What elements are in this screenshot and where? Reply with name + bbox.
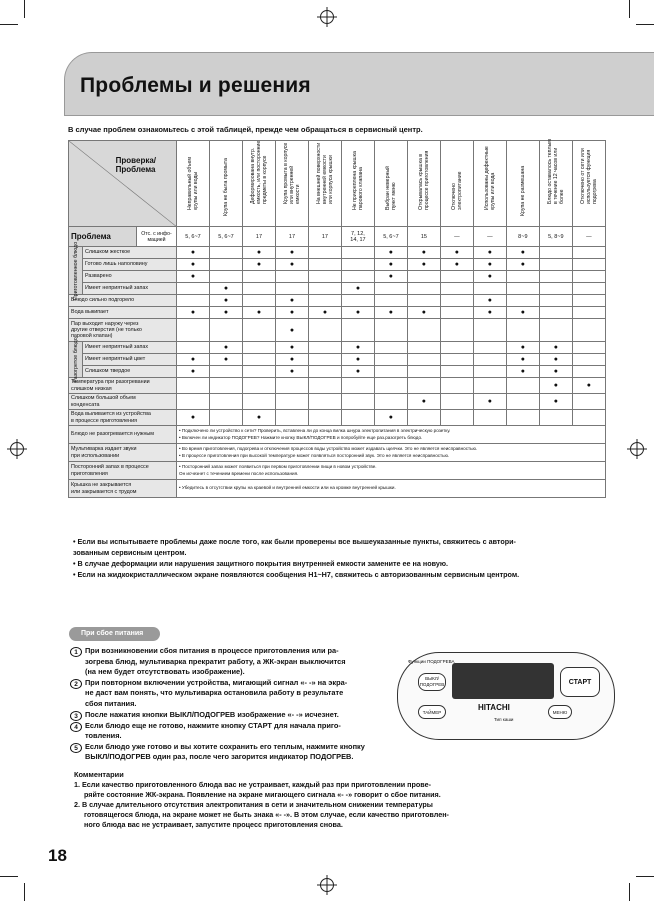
check-dot	[242, 394, 275, 410]
comments-heading: Комментарии	[74, 770, 124, 779]
check-dot	[341, 378, 374, 394]
timer-button-illustration: ТАЙМЕР	[418, 705, 446, 719]
column-header: Отключено от сети или используется функция подогрева	[572, 141, 605, 227]
column-header: Блюдо оставалось теплым в течение 12 часов или более	[539, 141, 572, 227]
check-dot	[242, 271, 275, 283]
check-dot: ●	[177, 247, 210, 259]
check-dot: ●	[473, 259, 506, 271]
check-dot: ●	[374, 307, 407, 319]
check-dot	[572, 410, 605, 426]
step-number: 1	[70, 647, 82, 657]
check-dot	[572, 354, 605, 366]
step-text: После нажатия кнопки ВЫКЛ/ПОДОГРЕВ изображение «- -» исчезнет.	[85, 709, 339, 719]
check-dot	[440, 319, 473, 342]
page-number: 18	[48, 846, 67, 865]
check-dot	[275, 378, 308, 394]
check-dot: ●	[177, 354, 210, 366]
comment-item: 2. В случае длительного отсутствия электропитания в сети и значительном снижении температуры готовящегося блюда, на экране может не быть знака «- -». В этом случае, если качество приготовлен- ного блюда вас не устраивает, запустите процесс приготовления снова.	[74, 800, 449, 829]
check-dot: ●	[242, 247, 275, 259]
check-dot	[407, 342, 440, 354]
check-dot	[539, 307, 572, 319]
check-dot	[374, 342, 407, 354]
check-dot	[242, 366, 275, 378]
comment-item: 1. Если качество приготовленного блюда вас не устраивает, каждый раз при приготовлении прове- ряйте состояние ЖК-экрана. Появление на экране мигающего сигнала «- -» говорит о сбое питания.	[74, 780, 441, 799]
check-dot: ●	[407, 247, 440, 259]
check-dot: ●	[374, 410, 407, 426]
check-dot: ●	[473, 271, 506, 283]
table-row-text: • Посторонний запах может появиться при первом приготовлении пищи в новом устройстве. Он исчезнет с течением времени после использования.	[177, 462, 606, 480]
check-dot	[407, 378, 440, 394]
check-dot: ●	[341, 354, 374, 366]
table-row-label: Вода выкипает	[69, 307, 177, 319]
check-dot: ●	[341, 342, 374, 354]
check-dot	[308, 342, 341, 354]
check-dot: ●	[374, 271, 407, 283]
check-dot: ●	[275, 295, 308, 307]
check-dot	[473, 319, 506, 342]
check-dot	[572, 394, 605, 410]
control-panel-illustration	[397, 652, 615, 740]
ref-cell: 17	[308, 227, 341, 247]
check-dot	[374, 295, 407, 307]
check-dot	[440, 295, 473, 307]
check-dot	[210, 378, 243, 394]
step-number: 5	[70, 743, 82, 753]
check-dot	[242, 295, 275, 307]
off-warm-button-illustration: ВЫКЛ/ ПОДОГРЕВ	[418, 673, 446, 691]
column-header: Крупа не размешана	[506, 141, 539, 227]
check-dot	[473, 366, 506, 378]
step-number: 2	[70, 679, 82, 689]
check-dot: ●	[177, 271, 210, 283]
check-dot	[407, 366, 440, 378]
ref-cell: 8~9	[506, 227, 539, 247]
power-fail-steps	[70, 646, 410, 763]
check-dot	[440, 283, 473, 295]
notes	[73, 536, 613, 580]
table-row-text: • Подключено ли устройство к сети? Проверить, вставлена ли до конца вилка шнура электропитания в электрическую розетку. • Включен ли индикатор ПОДОГРЕВ? Нажмите кнопку ВЫКЛ/ПОДОГРЕВ и попробуйте еще раз.разогреть блюдо.	[177, 426, 606, 444]
page-title: Проблемы и решения	[80, 74, 311, 97]
check-dot: ●	[374, 247, 407, 259]
type-label: Тип каши	[494, 717, 514, 722]
check-dot: ●	[275, 354, 308, 366]
crop-mark	[629, 0, 630, 18]
check-dot	[341, 410, 374, 426]
check-dot	[473, 354, 506, 366]
check-dot	[210, 271, 243, 283]
check-dot	[440, 394, 473, 410]
check-dot: ●	[210, 342, 243, 354]
note-item: • В случае деформации или нарушения защитного покрытия внутренней емкости замените ее на новую.	[73, 559, 448, 568]
check-dot	[275, 410, 308, 426]
check-dot	[177, 295, 210, 307]
table-row-label: Температура при разогревании слишком низкая	[69, 378, 177, 394]
check-dot	[407, 283, 440, 295]
row-group-label: Приготовленное блюдо	[69, 247, 83, 295]
check-dot: ●	[275, 366, 308, 378]
check-dot: ●	[275, 319, 308, 342]
check-dot	[539, 319, 572, 342]
check-dot	[539, 247, 572, 259]
column-header: Неправильный объем крупы или воды	[177, 141, 210, 227]
check-dot: ●	[177, 259, 210, 271]
step-text: При повторном включении устройства, мигающий сигнал «- -» на экра- не даст вам понять, что мультиварка остановила работу в результате сбоя питания.	[85, 677, 348, 708]
check-dot: ●	[407, 307, 440, 319]
check-dot	[440, 271, 473, 283]
step-text: Если блюдо уже готово и вы хотите сохранить его теплым, нажмите кнопку ВЫКЛ/ПОДОГРЕВ один раз, после чего загорится индикатор ПОДОГРЕВ.	[85, 741, 365, 762]
check-dot	[473, 410, 506, 426]
check-dot	[506, 394, 539, 410]
check-dot: ●	[473, 295, 506, 307]
ref-cell: 17	[275, 227, 308, 247]
check-dot	[177, 283, 210, 295]
check-dot: ●	[539, 342, 572, 354]
table-row-label: Имеет неприятный запах	[83, 342, 177, 354]
step-number: 4	[70, 722, 82, 732]
column-header: Деформирована внутр. емкость, или посторонние предметы в корпусе	[242, 141, 275, 227]
check-dot: ●	[506, 366, 539, 378]
table-row-label: Разварено	[83, 271, 177, 283]
check-dot	[539, 283, 572, 295]
check-dot	[506, 378, 539, 394]
comments	[74, 780, 534, 830]
ref-cell: 5, 6~7	[210, 227, 243, 247]
ref-header: Отс. с инфо- мацией	[137, 227, 177, 247]
menu-button-illustration: МЕНЮ	[548, 705, 572, 719]
check-dot: ●	[473, 394, 506, 410]
step-number: 3	[70, 711, 82, 721]
check-dot	[539, 259, 572, 271]
check-dot	[308, 319, 341, 342]
check-dot: ●	[473, 307, 506, 319]
check-dot	[572, 342, 605, 354]
check-dot: ●	[210, 283, 243, 295]
table-row-label: Пар выходит наружу через другие отверстия (не только паровой клапан)	[69, 319, 177, 342]
check-dot	[572, 247, 605, 259]
check-dot: ●	[177, 366, 210, 378]
power-fail-step	[70, 721, 410, 742]
table-row-label: Мультиварка издает звуки при использовании	[69, 444, 177, 462]
check-dot	[308, 394, 341, 410]
lcd-screen	[452, 663, 554, 699]
check-dot	[210, 319, 243, 342]
power-fail-heading: При сбое питания	[69, 627, 160, 641]
check-dot	[572, 295, 605, 307]
table-row-label: Крышка не закрывается или закрывается с трудом	[69, 480, 177, 498]
check-dot: ●	[242, 259, 275, 271]
check-dot: ●	[308, 307, 341, 319]
check-dot: ●	[275, 342, 308, 354]
column-header: Открывалась крышка в процессе приготовления	[407, 141, 440, 227]
crop-mark	[0, 876, 18, 877]
check-dot	[539, 271, 572, 283]
check-dot	[407, 295, 440, 307]
check-dot: ●	[506, 354, 539, 366]
check-dot	[506, 271, 539, 283]
start-button-illustration: СТАРТ	[560, 667, 600, 697]
check-dot	[572, 319, 605, 342]
table-row-label: Вода выливается из устройства в процессе приготовления	[69, 410, 177, 426]
check-dot	[440, 354, 473, 366]
column-header: Крупа не была промыта	[210, 141, 243, 227]
check-dot: ●	[506, 342, 539, 354]
table-row-label: Посторонний запах в процессе приготовления	[69, 462, 177, 480]
check-dot	[407, 271, 440, 283]
panel-top-label: Функции ПОДОГРЕВА	[408, 659, 455, 664]
check-dot	[341, 394, 374, 410]
table-corner-header	[69, 141, 177, 227]
note-item: • Если вы испытываете проблемы даже после того, как были проверены все вышеуказанные пункты, свяжитесь с автори- зованным сервисным центром.	[73, 537, 516, 557]
registration-mark-top	[320, 10, 334, 24]
step-text: При возникновении сбоя питания в процессе приготовления или ра- зогрева блюд, мультиварка прекратит работу, а ЖК-экран выключится (на нем будет отсутствовать изображение).	[85, 646, 346, 677]
check-dot	[440, 378, 473, 394]
check-dot	[407, 319, 440, 342]
check-dot: ●	[275, 259, 308, 271]
check-dot	[210, 247, 243, 259]
check-dot	[275, 394, 308, 410]
check-dot	[177, 378, 210, 394]
table-row-label: Блюдо сильно подгорело	[69, 295, 177, 307]
check-dot: ●	[177, 410, 210, 426]
table-row-label: Блюдо не разогревается нужным	[69, 426, 177, 444]
crop-mark	[24, 0, 25, 18]
table-row-label: Слишком жесткое	[83, 247, 177, 259]
check-dot	[308, 295, 341, 307]
check-dot	[374, 354, 407, 366]
check-dot	[440, 366, 473, 378]
check-dot	[374, 319, 407, 342]
check-dot: ●	[506, 307, 539, 319]
check-dot: ●	[341, 283, 374, 295]
ref-cell: —	[572, 227, 605, 247]
check-dot: ●	[407, 259, 440, 271]
check-dot	[308, 410, 341, 426]
check-dot	[407, 410, 440, 426]
check-dot: ●	[275, 247, 308, 259]
crop-mark	[636, 876, 654, 877]
table-row-label: Слишком большой объем конденсата	[69, 394, 177, 410]
ref-cell: 17	[242, 227, 275, 247]
ref-cell: —	[473, 227, 506, 247]
check-dot: ●	[341, 307, 374, 319]
check-dot	[308, 366, 341, 378]
column-header: Крупа промыта в корпусе или внутренней емкости	[275, 141, 308, 227]
check-dot	[572, 366, 605, 378]
check-dot	[374, 366, 407, 378]
problem-header: Проблема	[69, 227, 137, 247]
table-row-label: Имеет неприятный цвет	[83, 354, 177, 366]
ref-cell: 5, 6~7	[177, 227, 210, 247]
crop-mark	[629, 883, 630, 901]
check-dot	[374, 283, 407, 295]
check-dot	[473, 378, 506, 394]
check-dot	[308, 247, 341, 259]
intro-text: В случае проблем ознакомьтесь с этой таблицей, прежде чем обращаться в сервисный центр.	[68, 125, 423, 134]
check-dot: ●	[440, 259, 473, 271]
check-dot	[572, 307, 605, 319]
check-dot	[440, 307, 473, 319]
check-dot: ●	[572, 378, 605, 394]
check-dot: ●	[506, 247, 539, 259]
check-dot	[374, 378, 407, 394]
check-dot	[572, 271, 605, 283]
check-dot	[473, 283, 506, 295]
check-dot: ●	[210, 295, 243, 307]
check-dot	[177, 342, 210, 354]
check-dot	[539, 295, 572, 307]
check-dot	[473, 342, 506, 354]
check-dot	[308, 259, 341, 271]
check-dot	[506, 319, 539, 342]
check-dot: ●	[539, 366, 572, 378]
check-dot: ●	[407, 394, 440, 410]
column-header: Не прикреплена крышка парового клапана	[341, 141, 374, 227]
check-dot	[308, 378, 341, 394]
check-dot	[242, 354, 275, 366]
column-header: Отключено электропитание	[440, 141, 473, 227]
brand-label: HITACHI	[478, 703, 510, 712]
power-fail-step	[70, 678, 410, 710]
row-group-label: Разогретое блюдо	[69, 342, 83, 378]
power-fail-step	[70, 646, 410, 678]
check-dot	[440, 342, 473, 354]
table-row-label: Слишком твердое	[83, 366, 177, 378]
ref-cell: 15	[407, 227, 440, 247]
check-dot	[242, 342, 275, 354]
check-dot	[275, 271, 308, 283]
step-text: Если блюдо еще не готово, нажмите кнопку СТАРТ для начала приго- товления.	[85, 720, 341, 741]
table-row-label: Имеет неприятный запах	[83, 283, 177, 295]
check-dot	[407, 354, 440, 366]
troubleshooting-table	[68, 140, 606, 498]
check-dot	[242, 319, 275, 342]
check-dot	[210, 366, 243, 378]
crop-mark	[636, 24, 654, 25]
check-dot	[242, 378, 275, 394]
check-dot: ●	[506, 259, 539, 271]
ref-cell: 5, 6~7	[374, 227, 407, 247]
column-header: Выбран неверный пункт меню	[374, 141, 407, 227]
power-fail-step	[70, 710, 410, 721]
column-header: На внешней поверхности внутренней емкости или корпуса крышки	[308, 141, 341, 227]
check-dot	[210, 394, 243, 410]
registration-mark-right	[630, 442, 644, 456]
table-row-text: • Во время приготовления, подогрева и отключения процессов воды устройство может издавать щелчки. Это не является неисправностью. • В процессе приготовления при высокой температуре может появляться посторонний звук. Это не является неисправностью.	[177, 444, 606, 462]
check-dot	[242, 283, 275, 295]
table-row-label: Готово лишь наполовину	[83, 259, 177, 271]
check-dot	[506, 410, 539, 426]
ref-cell: —	[440, 227, 473, 247]
check-dot: ●	[440, 247, 473, 259]
check-dot	[210, 410, 243, 426]
check-dot: ●	[539, 378, 572, 394]
check-dot	[572, 259, 605, 271]
table-row-text: • Убедитесь в отсутствии крупы на краевой и внутренней емкости или на кромке внутренней крышки.	[177, 480, 606, 498]
column-header: Использованы дефектные крупы или вода	[473, 141, 506, 227]
check-dot	[341, 247, 374, 259]
check-dot	[341, 271, 374, 283]
check-dot	[177, 319, 210, 342]
check-dot: ●	[473, 247, 506, 259]
check-dot: ●	[242, 307, 275, 319]
check-dot	[308, 271, 341, 283]
check-dot	[374, 394, 407, 410]
check-dot	[440, 410, 473, 426]
check-dot	[210, 259, 243, 271]
check-dot: ●	[374, 259, 407, 271]
power-fail-step	[70, 742, 410, 763]
check-dot	[506, 295, 539, 307]
ref-cell: 7, 12, 14, 17	[341, 227, 374, 247]
check-dot: ●	[539, 354, 572, 366]
check-dot	[308, 283, 341, 295]
check-dot	[572, 283, 605, 295]
registration-mark-bottom	[320, 878, 334, 892]
check-dot	[506, 283, 539, 295]
registration-mark-left	[10, 442, 24, 456]
check-dot: ●	[210, 307, 243, 319]
check-dot: ●	[275, 307, 308, 319]
check-dot	[539, 410, 572, 426]
check-dot	[341, 259, 374, 271]
check-dot	[308, 354, 341, 366]
check-dot: ●	[210, 354, 243, 366]
check-dot	[177, 394, 210, 410]
check-dot	[341, 319, 374, 342]
check-dot: ●	[177, 307, 210, 319]
check-dot: ●	[341, 366, 374, 378]
corner-label: Проверка/ Проблема	[115, 156, 157, 174]
crop-mark	[24, 883, 25, 901]
check-dot: ●	[539, 394, 572, 410]
check-dot	[341, 295, 374, 307]
crop-mark	[0, 24, 18, 25]
ref-cell: 5, 8~9	[539, 227, 572, 247]
note-item: • Если на жидкокристаллическом экране появляются сообщения H1~H7, свяжитесь с авторизованным сервисным центром.	[73, 570, 520, 579]
check-dot	[275, 283, 308, 295]
check-dot: ●	[242, 410, 275, 426]
